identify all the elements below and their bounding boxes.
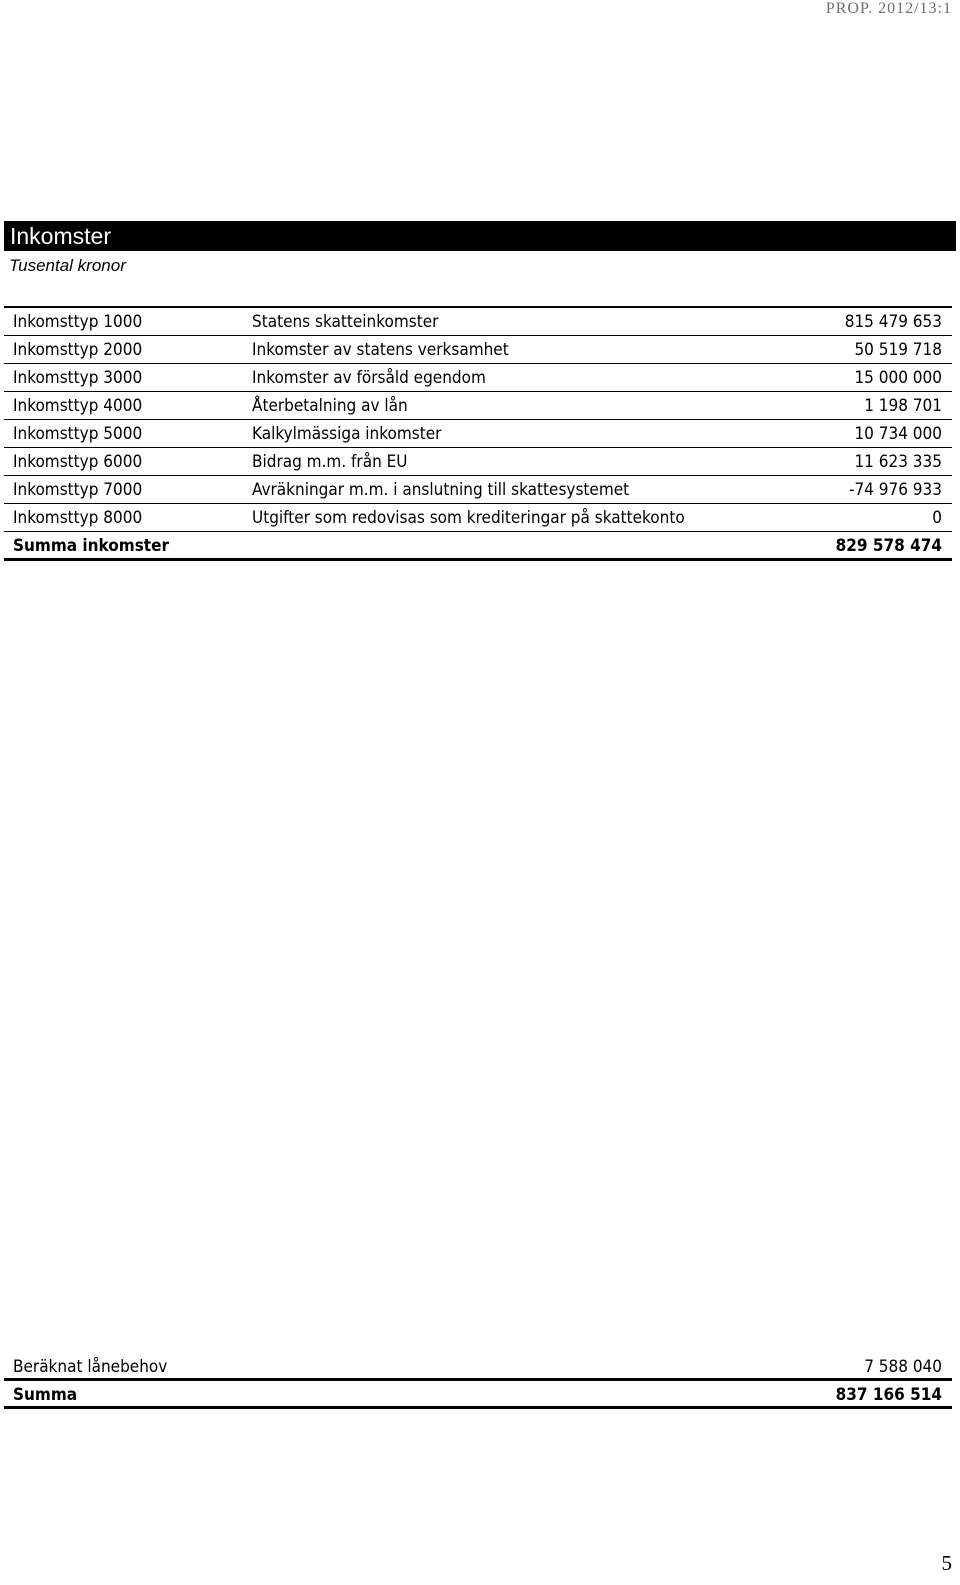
income-type-description: Bidrag m.m. från EU — [252, 452, 408, 472]
table-row — [4, 504, 952, 532]
income-type-code: Inkomsttyp 5000 — [13, 424, 143, 444]
income-type-description: Återbetalning av lån — [252, 396, 408, 416]
income-total-amount: 829 578 474 — [835, 536, 942, 556]
income-type-description: Utgifter som redovisas som krediteringar på skattekonto — [252, 508, 685, 528]
income-type-code: Inkomsttyp 4000 — [13, 396, 143, 416]
income-type-description: Avräkningar m.m. i anslutning till skattesystemet — [252, 480, 630, 500]
income-type-description: Kalkylmässiga inkomster — [252, 424, 442, 444]
loan-row — [4, 1353, 952, 1381]
income-type-code: Inkomsttyp 6000 — [13, 452, 143, 472]
income-amount: 10 734 000 — [854, 424, 942, 444]
income-amount: 815 479 653 — [844, 312, 942, 332]
income-type-code: Inkomsttyp 8000 — [13, 508, 143, 528]
table-row — [4, 476, 952, 504]
income-amount: 50 519 718 — [854, 340, 942, 360]
table-row — [4, 448, 952, 476]
income-table — [4, 306, 952, 561]
table-row — [4, 308, 952, 336]
income-type-description: Statens skatteinkomster — [252, 312, 439, 332]
income-type-description: Inkomster av försåld egendom — [252, 368, 486, 388]
income-type-code: Inkomsttyp 1000 — [13, 312, 143, 332]
page-number: 5 — [941, 1551, 952, 1575]
section-title-bar — [4, 221, 956, 251]
loan-table — [4, 1353, 952, 1409]
income-amount: -74 976 933 — [848, 480, 942, 500]
table-row — [4, 420, 952, 448]
income-type-description: Inkomster av statens verksamhet — [252, 340, 509, 360]
income-type-code: Inkomsttyp 3000 — [13, 368, 143, 388]
income-type-code: Inkomsttyp 2000 — [13, 340, 143, 360]
income-amount: 11 623 335 — [854, 452, 942, 472]
income-type-code: Inkomsttyp 7000 — [13, 480, 143, 500]
running-header: PROP. 2012/13:1 — [825, 0, 952, 17]
section-title: Inkomster — [10, 223, 111, 249]
income-total-label: Summa inkomster — [13, 536, 170, 556]
table-row — [4, 336, 952, 364]
section-subtitle: Tusental kronor — [9, 256, 126, 275]
grand-total-row — [4, 1381, 952, 1409]
income-amount: 0 — [932, 508, 942, 528]
table-row — [4, 364, 952, 392]
table-row — [4, 392, 952, 420]
income-total-row — [4, 532, 952, 561]
grand-total-amount: 837 166 514 — [835, 1385, 942, 1405]
income-amount: 1 198 701 — [864, 396, 942, 416]
grand-total-label: Summa — [13, 1385, 78, 1405]
loan-label: Beräknat lånebehov — [13, 1357, 168, 1377]
income-amount: 15 000 000 — [854, 368, 942, 388]
loan-amount: 7 588 040 — [864, 1357, 942, 1377]
